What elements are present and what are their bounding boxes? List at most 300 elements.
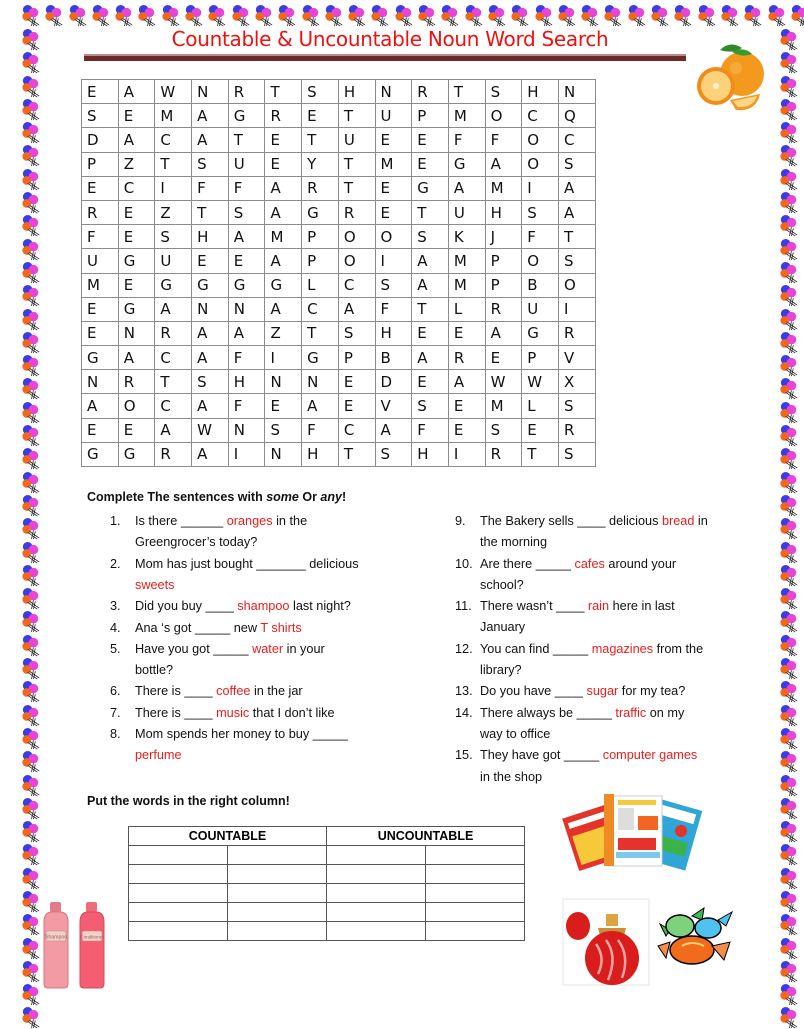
- grid-cell[interactable]: E: [448, 321, 485, 345]
- target-noun: shampoo: [237, 599, 290, 614]
- grid-cell[interactable]: O: [118, 394, 155, 418]
- grid-cell[interactable]: A: [228, 321, 265, 345]
- grid-cell[interactable]: E: [118, 225, 155, 249]
- grid-cell[interactable]: A: [265, 249, 302, 273]
- grid-cell[interactable]: R: [155, 321, 192, 345]
- grid-cell[interactable]: P: [522, 346, 559, 370]
- grid-cell[interactable]: G: [412, 176, 449, 200]
- grid-cell[interactable]: C: [118, 176, 155, 200]
- grid-cell[interactable]: F: [485, 128, 522, 152]
- grid-cell[interactable]: M: [265, 225, 302, 249]
- sentence-line: [480, 554, 780, 575]
- grid-cell[interactable]: S: [558, 249, 595, 273]
- grid-row: [82, 249, 596, 273]
- grid-cell[interactable]: T: [448, 80, 485, 104]
- uncountable-cell[interactable]: [426, 922, 525, 941]
- grid-cell[interactable]: S: [338, 321, 375, 345]
- grid-cell[interactable]: A: [192, 394, 229, 418]
- grid-cell[interactable]: C: [155, 394, 192, 418]
- grid-cell[interactable]: S: [412, 225, 449, 249]
- balloon-icon: [556, 4, 579, 27]
- grid-cell[interactable]: N: [265, 370, 302, 394]
- grid-cell[interactable]: G: [192, 273, 229, 297]
- grid-row: [82, 200, 596, 224]
- grid-cell[interactable]: N: [192, 297, 229, 321]
- sentence-text: Mom spends her money to buy _____: [135, 727, 348, 741]
- grid-cell[interactable]: P: [412, 104, 449, 128]
- grid-cell[interactable]: Z: [118, 152, 155, 176]
- grid-cell[interactable]: S: [155, 225, 192, 249]
- grid-cell[interactable]: F: [302, 418, 339, 442]
- grid-cell[interactable]: I: [228, 442, 265, 466]
- uncountable-cell[interactable]: [327, 922, 426, 941]
- grid-cell[interactable]: O: [338, 249, 375, 273]
- grid-cell[interactable]: S: [228, 200, 265, 224]
- balloon-icon: [20, 843, 43, 866]
- grid-cell[interactable]: A: [448, 370, 485, 394]
- sentence-line: [135, 532, 435, 553]
- grid-cell[interactable]: T: [412, 200, 449, 224]
- grid-cell[interactable]: R: [118, 370, 155, 394]
- grid-cell[interactable]: L: [448, 297, 485, 321]
- grid-cell[interactable]: R: [338, 200, 375, 224]
- grid-cell[interactable]: O: [375, 225, 412, 249]
- grid-cell[interactable]: F: [412, 418, 449, 442]
- grid-cell[interactable]: P: [485, 273, 522, 297]
- balloon-icon: [20, 4, 43, 27]
- sentence-number: 6.: [110, 684, 121, 699]
- grid-cell[interactable]: M: [485, 394, 522, 418]
- sentence-text: in the shop: [480, 769, 543, 784]
- sentence-text: Did you buy ____: [135, 599, 238, 614]
- countable-cell[interactable]: [129, 903, 228, 922]
- grid-cell[interactable]: A: [118, 346, 155, 370]
- grid-cell[interactable]: E: [412, 321, 449, 345]
- grid-cell[interactable]: E: [375, 176, 412, 200]
- grid-cell[interactable]: E: [192, 249, 229, 273]
- grid-cell[interactable]: A: [448, 176, 485, 200]
- uncountable-cell[interactable]: [426, 865, 525, 884]
- balloon-icon: [20, 541, 43, 564]
- balloon-icon: [602, 4, 625, 27]
- grid-cell[interactable]: E: [82, 80, 119, 104]
- grid-cell[interactable]: C: [155, 128, 192, 152]
- uncountable-cell[interactable]: [426, 903, 525, 922]
- grid-cell[interactable]: A: [118, 80, 155, 104]
- grid-cell[interactable]: G: [302, 200, 339, 224]
- countable-cell[interactable]: [228, 884, 327, 903]
- grid-cell[interactable]: L: [302, 273, 339, 297]
- grid-cell[interactable]: P: [485, 249, 522, 273]
- balloon-icon: [20, 587, 43, 610]
- grid-cell[interactable]: E: [118, 273, 155, 297]
- grid-cell[interactable]: G: [302, 346, 339, 370]
- balloon-icon: [778, 541, 801, 564]
- grid-cell[interactable]: T: [412, 297, 449, 321]
- grid-cell[interactable]: U: [338, 128, 375, 152]
- balloon-icon: [20, 308, 43, 331]
- grid-cell[interactable]: E: [448, 418, 485, 442]
- grid-cell[interactable]: S: [375, 442, 412, 466]
- sentence-text: Greengrocer’s today?: [135, 535, 258, 550]
- grid-cell[interactable]: N: [302, 370, 339, 394]
- grid-cell[interactable]: G: [118, 442, 155, 466]
- grid-cell[interactable]: N: [228, 418, 265, 442]
- grid-cell[interactable]: A: [192, 346, 229, 370]
- grid-cell[interactable]: I: [522, 176, 559, 200]
- balloon-icon: [20, 727, 43, 750]
- grid-cell[interactable]: O: [522, 152, 559, 176]
- grid-cell[interactable]: T: [338, 104, 375, 128]
- grid-cell[interactable]: A: [338, 297, 375, 321]
- balloon-icon: [778, 238, 801, 261]
- grid-cell[interactable]: A: [192, 321, 229, 345]
- grid-cell[interactable]: E: [82, 176, 119, 200]
- grid-cell[interactable]: X: [558, 370, 595, 394]
- grid-cell[interactable]: P: [82, 152, 119, 176]
- grid-cell[interactable]: Z: [265, 321, 302, 345]
- grid-cell[interactable]: S: [558, 442, 595, 466]
- sentence-line: [135, 681, 435, 702]
- grid-cell[interactable]: R: [485, 442, 522, 466]
- grid-cell[interactable]: H: [192, 225, 229, 249]
- grid-cell[interactable]: O: [558, 273, 595, 297]
- grid-cell[interactable]: A: [412, 249, 449, 273]
- sentence-number: 2.: [110, 556, 121, 571]
- grid-cell[interactable]: A: [302, 394, 339, 418]
- balloon-icon: [672, 4, 695, 27]
- grid-cell[interactable]: R: [485, 297, 522, 321]
- grid-cell[interactable]: P: [302, 225, 339, 249]
- grid-cell[interactable]: B: [522, 273, 559, 297]
- grid-cell[interactable]: N: [375, 80, 412, 104]
- grid-cell[interactable]: A: [375, 418, 412, 442]
- grid-cell[interactable]: O: [485, 104, 522, 128]
- grid-cell[interactable]: O: [522, 128, 559, 152]
- grid-cell[interactable]: C: [558, 128, 595, 152]
- grid-cell[interactable]: R: [448, 346, 485, 370]
- grid-cell[interactable]: H: [302, 442, 339, 466]
- grid-cell[interactable]: G: [228, 104, 265, 128]
- grid-cell[interactable]: F: [228, 346, 265, 370]
- grid-cell[interactable]: O: [338, 225, 375, 249]
- grid-cell[interactable]: G: [265, 273, 302, 297]
- grid-cell[interactable]: E: [82, 418, 119, 442]
- grid-cell[interactable]: T: [338, 442, 375, 466]
- grid-cell[interactable]: E: [228, 249, 265, 273]
- grid-cell[interactable]: E: [338, 370, 375, 394]
- balloon-icon: [719, 4, 742, 27]
- balloon-icon: [778, 28, 801, 51]
- balloon-icon: [486, 4, 509, 27]
- grid-cell[interactable]: G: [118, 249, 155, 273]
- sentence-text: Is there ______: [135, 514, 227, 528]
- grid-cell[interactable]: E: [265, 128, 302, 152]
- grid-cell[interactable]: M: [82, 273, 119, 297]
- uncountable-cell[interactable]: [327, 903, 426, 922]
- grid-cell[interactable]: E: [412, 128, 449, 152]
- grid-cell[interactable]: U: [448, 200, 485, 224]
- countable-cell[interactable]: [129, 846, 228, 865]
- target-noun: sugar: [586, 684, 619, 699]
- sentence-text: in your: [283, 641, 325, 656]
- grid-cell[interactable]: M: [155, 104, 192, 128]
- balloon-icon: [346, 4, 369, 27]
- grid-cell[interactable]: R: [228, 80, 265, 104]
- grid-cell[interactable]: A: [412, 273, 449, 297]
- grid-cell[interactable]: W: [485, 370, 522, 394]
- grid-row: [82, 370, 596, 394]
- grid-cell[interactable]: R: [558, 418, 595, 442]
- grid-cell[interactable]: F: [228, 176, 265, 200]
- grid-cell[interactable]: R: [302, 176, 339, 200]
- uncountable-cell[interactable]: [327, 884, 426, 903]
- grid-cell[interactable]: N: [558, 80, 595, 104]
- sentence-number: 3.: [110, 599, 121, 614]
- grid-cell[interactable]: B: [375, 346, 412, 370]
- grid-cell[interactable]: S: [558, 394, 595, 418]
- balloon-icon: [649, 4, 672, 27]
- uncountable-cell[interactable]: [426, 884, 525, 903]
- grid-cell[interactable]: A: [558, 200, 595, 224]
- balloon-icon: [393, 4, 416, 27]
- grid-cell[interactable]: E: [82, 321, 119, 345]
- grid-cell[interactable]: N: [192, 80, 229, 104]
- grid-cell[interactable]: S: [192, 370, 229, 394]
- grid-cell[interactable]: E: [412, 370, 449, 394]
- grid-cell[interactable]: T: [155, 152, 192, 176]
- balloon-icon: [579, 4, 602, 27]
- uncountable-cell[interactable]: [327, 846, 426, 865]
- grid-cell[interactable]: E: [82, 297, 119, 321]
- grid-cell[interactable]: M: [485, 176, 522, 200]
- countable-cell[interactable]: [228, 865, 327, 884]
- grid-cell[interactable]: A: [155, 297, 192, 321]
- grid-cell[interactable]: R: [412, 80, 449, 104]
- grid-cell[interactable]: W: [155, 80, 192, 104]
- grid-cell[interactable]: G: [82, 346, 119, 370]
- grid-cell[interactable]: S: [522, 200, 559, 224]
- grid-cell[interactable]: E: [118, 200, 155, 224]
- countable-cell[interactable]: [129, 884, 228, 903]
- grid-cell[interactable]: A: [82, 394, 119, 418]
- grid-cell[interactable]: T: [338, 176, 375, 200]
- grid-cell[interactable]: T: [265, 80, 302, 104]
- grid-cell[interactable]: W: [192, 418, 229, 442]
- grid-cell[interactable]: A: [265, 297, 302, 321]
- grid-cell[interactable]: E: [302, 104, 339, 128]
- grid-cell[interactable]: M: [448, 273, 485, 297]
- grid-cell[interactable]: F: [192, 176, 229, 200]
- sentence-text: the morning: [480, 535, 547, 550]
- grid-cell[interactable]: T: [155, 370, 192, 394]
- grid-cell[interactable]: D: [82, 128, 119, 152]
- grid-cell[interactable]: C: [522, 104, 559, 128]
- grid-cell[interactable]: U: [375, 104, 412, 128]
- sentence-text: Are there _____: [480, 556, 575, 571]
- grid-cell[interactable]: C: [155, 346, 192, 370]
- grid-row: [82, 104, 596, 128]
- grid-cell[interactable]: I: [375, 249, 412, 273]
- balloon-icon: [778, 214, 801, 237]
- grid-cell[interactable]: A: [485, 152, 522, 176]
- grid-cell[interactable]: A: [155, 418, 192, 442]
- grid-cell[interactable]: E: [448, 394, 485, 418]
- grid-cell[interactable]: T: [192, 200, 229, 224]
- grid-cell[interactable]: E: [375, 128, 412, 152]
- grid-cell[interactable]: C: [338, 273, 375, 297]
- grid-cell[interactable]: S: [82, 104, 119, 128]
- grid-cell[interactable]: H: [522, 80, 559, 104]
- grid-cell[interactable]: F: [82, 225, 119, 249]
- grid-cell[interactable]: C: [302, 297, 339, 321]
- grid-cell[interactable]: S: [558, 152, 595, 176]
- grid-cell[interactable]: S: [412, 394, 449, 418]
- grid-cell[interactable]: F: [228, 394, 265, 418]
- grid-cell[interactable]: U: [228, 152, 265, 176]
- grid-cell[interactable]: E: [265, 152, 302, 176]
- uncountable-cell[interactable]: [426, 846, 525, 865]
- grid-cell[interactable]: F: [522, 225, 559, 249]
- balloon-icon: [43, 4, 66, 27]
- grid-cell[interactable]: F: [448, 128, 485, 152]
- grid-cell[interactable]: V: [558, 346, 595, 370]
- grid-cell[interactable]: N: [118, 321, 155, 345]
- sentence-text: bottle?: [135, 663, 174, 678]
- sentence-text: on my: [646, 705, 685, 720]
- grid-cell[interactable]: S: [302, 80, 339, 104]
- balloon-icon: [20, 354, 43, 377]
- grid-cell[interactable]: R: [82, 200, 119, 224]
- grid-cell[interactable]: A: [192, 128, 229, 152]
- balloon-icon: [778, 587, 801, 610]
- grid-cell[interactable]: W: [522, 370, 559, 394]
- grid-cell[interactable]: I: [448, 442, 485, 466]
- grid-cell[interactable]: I: [265, 346, 302, 370]
- grid-cell[interactable]: S: [375, 273, 412, 297]
- grid-cell[interactable]: E: [265, 394, 302, 418]
- uncountable-cell[interactable]: [327, 865, 426, 884]
- grid-cell[interactable]: R: [265, 104, 302, 128]
- grid-cell[interactable]: T: [558, 225, 595, 249]
- grid-cell[interactable]: C: [338, 418, 375, 442]
- grid-cell[interactable]: G: [82, 442, 119, 466]
- grid-cell[interactable]: P: [338, 346, 375, 370]
- grid-cell[interactable]: M: [375, 152, 412, 176]
- grid-cell[interactable]: U: [155, 249, 192, 273]
- grid-cell[interactable]: P: [302, 249, 339, 273]
- grid-cell[interactable]: N: [82, 370, 119, 394]
- grid-cell[interactable]: M: [448, 249, 485, 273]
- grid-cell[interactable]: A: [192, 104, 229, 128]
- grid-cell[interactable]: A: [412, 346, 449, 370]
- grid-cell[interactable]: A: [228, 225, 265, 249]
- grid-cell[interactable]: E: [375, 200, 412, 224]
- grid-cell[interactable]: G: [448, 152, 485, 176]
- grid-cell[interactable]: S: [485, 418, 522, 442]
- countable-cell[interactable]: [228, 903, 327, 922]
- grid-cell[interactable]: S: [485, 80, 522, 104]
- grid-cell[interactable]: H: [485, 200, 522, 224]
- grid-cell[interactable]: G: [118, 297, 155, 321]
- grid-cell[interactable]: T: [302, 321, 339, 345]
- grid-cell[interactable]: U: [82, 249, 119, 273]
- grid-cell[interactable]: N: [265, 442, 302, 466]
- countable-cell[interactable]: [129, 865, 228, 884]
- grid-cell[interactable]: V: [375, 394, 412, 418]
- grid-cell[interactable]: H: [375, 321, 412, 345]
- grid-cell[interactable]: E: [118, 104, 155, 128]
- sort-row: [129, 922, 525, 941]
- grid-cell[interactable]: A: [485, 321, 522, 345]
- sentence-text: that I don’t like: [249, 705, 335, 720]
- grid-cell[interactable]: H: [412, 442, 449, 466]
- balloon-icon: [778, 983, 801, 1006]
- grid-cell[interactable]: R: [558, 321, 595, 345]
- grid-cell[interactable]: Q: [558, 104, 595, 128]
- balloon-icon: [778, 564, 801, 587]
- balloon-icon: [206, 4, 229, 27]
- sentence-line: [135, 618, 435, 639]
- grid-cell[interactable]: H: [338, 80, 375, 104]
- grid-cell[interactable]: H: [228, 370, 265, 394]
- sentences-heading: [87, 490, 346, 504]
- grid-cell[interactable]: G: [228, 273, 265, 297]
- grid-cell[interactable]: R: [155, 442, 192, 466]
- grid-cell[interactable]: A: [192, 442, 229, 466]
- grid-cell[interactable]: Y: [302, 152, 339, 176]
- conditioner-label: Conditioner: [80, 934, 104, 940]
- grid-cell[interactable]: N: [228, 297, 265, 321]
- countable-cell[interactable]: [129, 922, 228, 941]
- grid-cell[interactable]: L: [522, 394, 559, 418]
- balloon-border-right: [778, 28, 804, 1028]
- grid-cell[interactable]: E: [522, 418, 559, 442]
- grid-cell[interactable]: A: [265, 200, 302, 224]
- grid-cell[interactable]: T: [522, 442, 559, 466]
- grid-cell[interactable]: E: [118, 418, 155, 442]
- countable-cell[interactable]: [228, 846, 327, 865]
- grid-cell[interactable]: S: [265, 418, 302, 442]
- grid-cell[interactable]: E: [412, 152, 449, 176]
- grid-cell[interactable]: A: [118, 128, 155, 152]
- grid-cell[interactable]: K: [448, 225, 485, 249]
- sentence-line: [135, 554, 435, 575]
- balloon-icon: [253, 4, 276, 27]
- grid-cell[interactable]: O: [522, 249, 559, 273]
- balloon-icon: [778, 144, 801, 167]
- grid-cell[interactable]: I: [558, 297, 595, 321]
- grid-cell[interactable]: D: [375, 370, 412, 394]
- grid-cell[interactable]: T: [302, 128, 339, 152]
- grid-cell[interactable]: E: [485, 346, 522, 370]
- grid-cell[interactable]: G: [522, 321, 559, 345]
- grid-cell[interactable]: M: [448, 104, 485, 128]
- grid-cell[interactable]: T: [338, 152, 375, 176]
- countable-cell[interactable]: [228, 922, 327, 941]
- grid-cell[interactable]: U: [522, 297, 559, 321]
- grid-cell[interactable]: S: [192, 152, 229, 176]
- grid-cell[interactable]: F: [375, 297, 412, 321]
- grid-cell[interactable]: J: [485, 225, 522, 249]
- grid-cell[interactable]: A: [265, 176, 302, 200]
- grid-cell[interactable]: G: [155, 273, 192, 297]
- grid-cell[interactable]: E: [338, 394, 375, 418]
- grid-cell[interactable]: Z: [155, 200, 192, 224]
- grid-cell[interactable]: I: [155, 176, 192, 200]
- grid-cell[interactable]: A: [558, 176, 595, 200]
- grid-cell[interactable]: T: [228, 128, 265, 152]
